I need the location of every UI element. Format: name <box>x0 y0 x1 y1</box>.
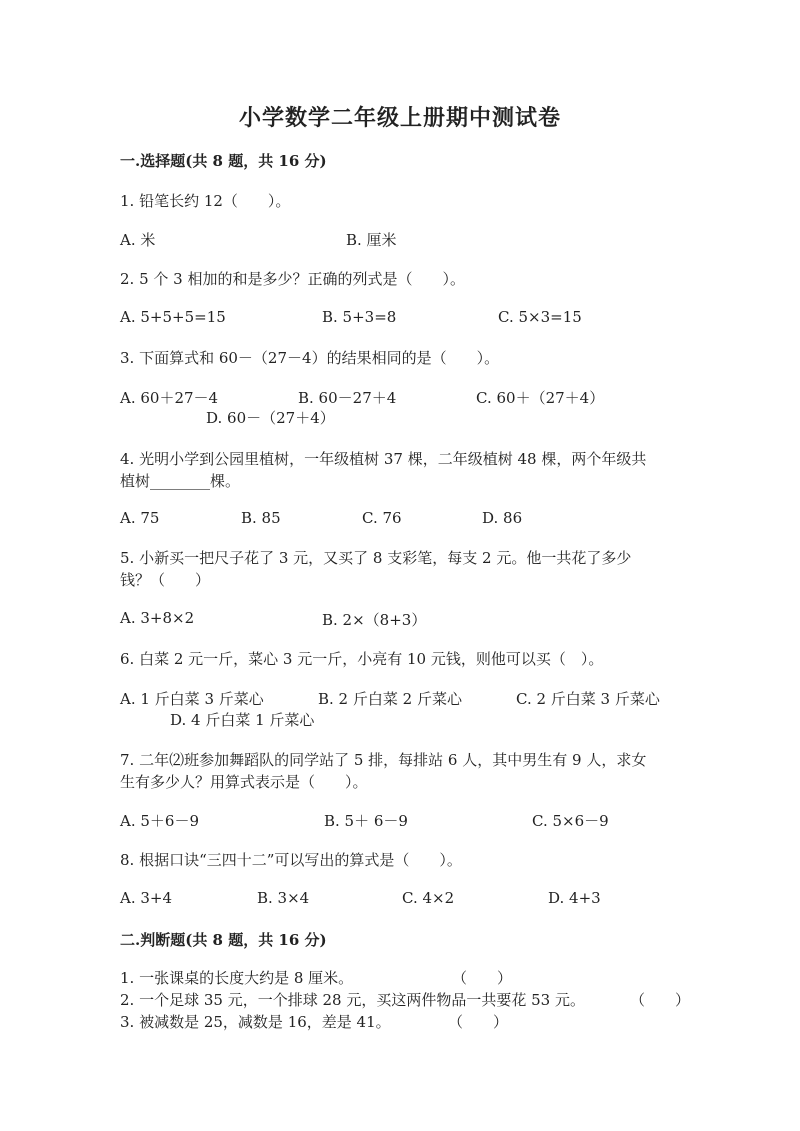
question-5-text-line-2: 钱？（ ） <box>120 571 211 589</box>
question-7-text-line-2: 生有多少人？用算式表示是（ ）。 <box>120 773 368 791</box>
question-8-option-c: C. 4×2 <box>402 889 455 907</box>
judgement-item-2-blank: （ ） <box>630 991 691 1009</box>
question-4-option-c: C. 76 <box>362 509 402 527</box>
question-6-option-b: B. 2 斤白菜 2 斤菜心 <box>318 690 462 708</box>
question-3-option-d: D. 60－（27＋4） <box>206 409 335 427</box>
question-6-text: 6. 白菜 2 元一斤，菜心 3 元一斤，小亮有 10 元钱，则他可以买（ ）。 <box>120 650 604 668</box>
question-8-option-d: D. 4+3 <box>548 889 601 907</box>
judgement-item-2-text: 2. 一个足球 35 元，一个排球 28 元，买这两件物品一共要花 53 元。 <box>120 991 585 1009</box>
question-6-option-a: A. 1 斤白菜 3 斤菜心 <box>120 690 264 708</box>
question-8-option-b: B. 3×4 <box>257 889 310 907</box>
judgement-item-1-blank: （ ） <box>452 969 513 987</box>
judgement-item-3-text: 3. 被减数是 25，减数是 16，差是 41。 <box>120 1013 391 1031</box>
question-7-option-c: C. 5×6－9 <box>532 812 609 830</box>
page-title: 小学数学二年级上册期中测试卷 <box>238 105 561 131</box>
judgement-item-3-blank: （ ） <box>448 1013 509 1031</box>
question-5-option-b: B. 2×（8+3） <box>322 611 427 629</box>
section-heading-judgement: 二.判断题(共 8 题，共 16 分) <box>120 931 327 949</box>
question-2-option-a: A. 5+5+5=15 <box>120 308 226 326</box>
question-1-option-a: A. 米 <box>120 231 156 249</box>
question-3-option-c: C. 60＋（27＋4） <box>476 389 605 407</box>
question-4-option-b: B. 85 <box>241 509 281 527</box>
question-1-text: 1. 铅笔长约 12（ ）。 <box>120 192 291 210</box>
question-4-text-line-2: 植树________棵。 <box>120 472 241 490</box>
question-3-text: 3. 下面算式和 60－（27－4）的结果相同的是（ ）。 <box>120 349 500 367</box>
question-7-option-a: A. 5＋6－9 <box>120 812 199 830</box>
question-3-option-a: A. 60＋27－4 <box>120 389 219 407</box>
question-5-text-line-1: 5. 小新买一把尺子花了 3 元，又买了 8 支彩笔，每支 2 元。他一共花了多少 <box>120 549 632 567</box>
question-4-option-a: A. 75 <box>120 509 160 527</box>
question-6-option-d: D. 4 斤白菜 1 斤菜心 <box>170 711 315 729</box>
question-2-option-c: C. 5×3=15 <box>498 308 582 326</box>
section-heading-choice: 一.选择题(共 8 题，共 16 分) <box>120 152 327 170</box>
question-2-text: 2. 5 个 3 相加的和是多少？正确的列式是（ ）。 <box>120 270 465 288</box>
question-3-option-b: B. 60－27＋4 <box>298 389 397 407</box>
question-4-option-d: D. 86 <box>482 509 523 527</box>
judgement-item-1-text: 1. 一张课桌的长度大约是 8 厘米。 <box>120 969 354 987</box>
question-7-text-line-1: 7. 二年⑵班参加舞蹈队的同学站了 5 排，每排站 6 人，其中男生有 9 人，求女 <box>120 751 647 769</box>
question-1-option-b: B. 厘米 <box>346 231 397 249</box>
question-6-option-c: C. 2 斤白菜 3 斤菜心 <box>516 690 660 708</box>
question-8-text: 8. 根据口诀“三四十二”可以写出的算式是（ ）。 <box>120 851 462 869</box>
question-5-option-a: A. 3+8×2 <box>120 609 195 627</box>
question-2-option-b: B. 5+3=8 <box>322 308 397 326</box>
question-4-text-line-1: 4. 光明小学到公园里植树，一年级植树 37 棵，二年级植树 48 棵，两个年级共 <box>120 450 647 468</box>
question-8-option-a: A. 3+4 <box>120 889 173 907</box>
question-7-option-b: B. 5＋ 6－9 <box>324 812 408 830</box>
